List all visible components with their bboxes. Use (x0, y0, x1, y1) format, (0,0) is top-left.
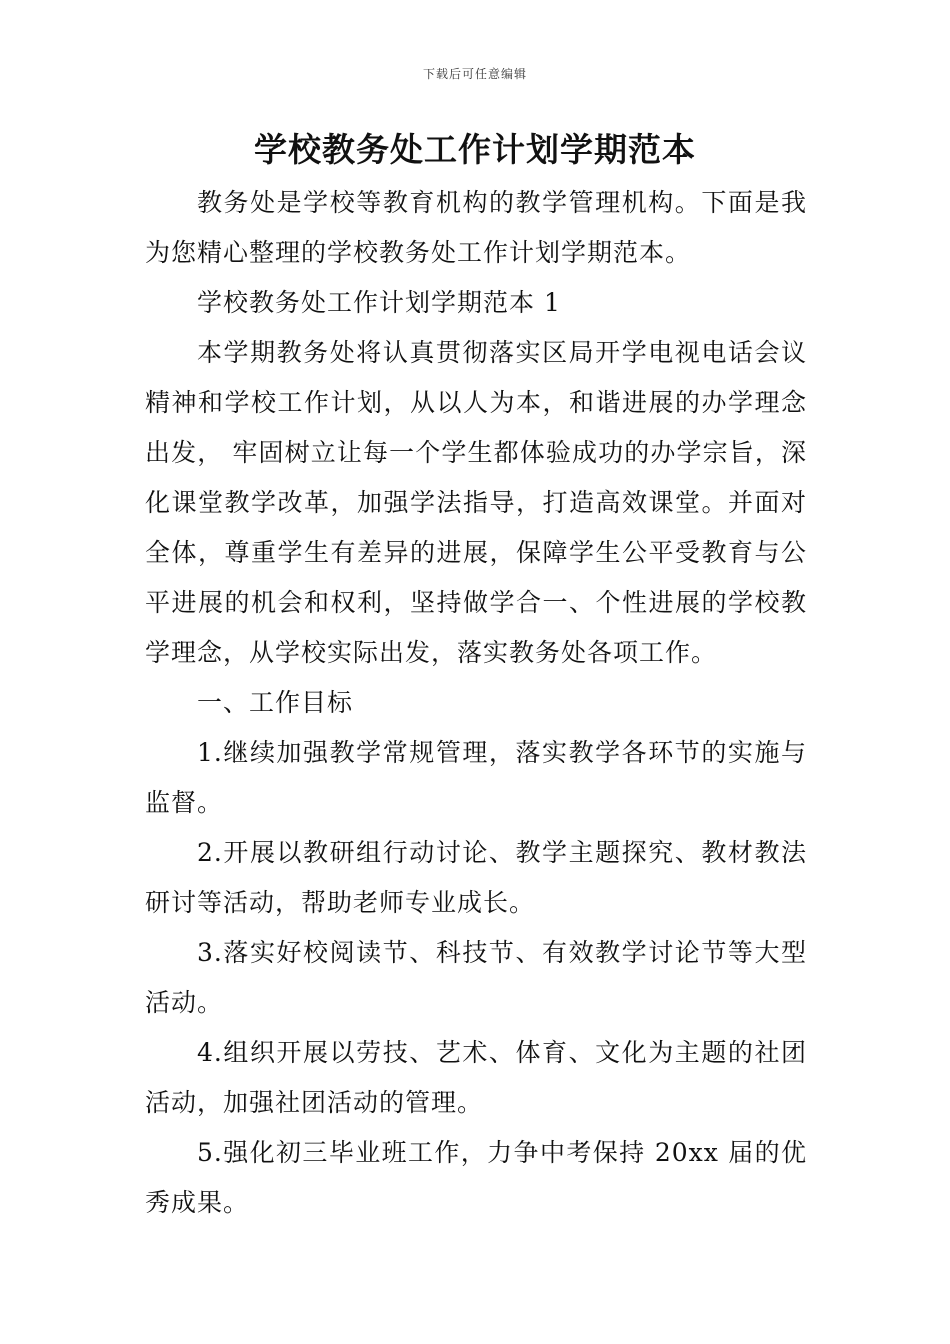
goal-item-3: 3.落实好校阅读节、科技节、有效教学讨论节等大型活动。 (145, 938, 807, 1017)
body-paragraph: 本学期教务处将认真贯彻落实区局开学电视电话会议精神和学校工作计划，从以人为本，和谐进展的办学理念出发， 牢固树立让每一个学生都体验成功的办学宗旨，深化课堂教学改革，加强学法指导，打造高效课堂。并面对全体，尊重学生有差异的进展，保障学生公平受教育与公平进展的机会和权利，坚持做学合一、个性进展的学校教学理念，从学校实际出发，落实教务处各项工作。 (145, 338, 807, 667)
document-title: 学校教务处工作计划学期范本 (254, 130, 696, 169)
goal-item-1: 1.继续加强教学常规管理，落实教学各环节的实施与监督。 (145, 738, 807, 817)
section-heading: 学校教务处工作计划学期范本 1 (197, 288, 561, 317)
goal-item-5: 5.强化初三毕业班工作，力争中考保持 20xx 届的优秀成果。 (145, 1138, 807, 1217)
goal-item-4: 4.组织开展以劳技、艺术、体育、文化为主题的社团活动，加强社团活动的管理。 (145, 1038, 807, 1117)
intro-paragraph: 教务处是学校等教育机构的教学管理机构。下面是我为您精心整理的学校教务处工作计划学期范本。 (145, 188, 807, 267)
goal-item-2: 2.开展以教研组行动讨论、教学主题探究、教材教法研讨等活动，帮助老师专业成长。 (145, 838, 807, 917)
goal-heading: 一、工作目标 (197, 688, 354, 717)
header-note: 下载后可任意编辑 (422, 67, 527, 81)
document-body (145, 178, 807, 1228)
